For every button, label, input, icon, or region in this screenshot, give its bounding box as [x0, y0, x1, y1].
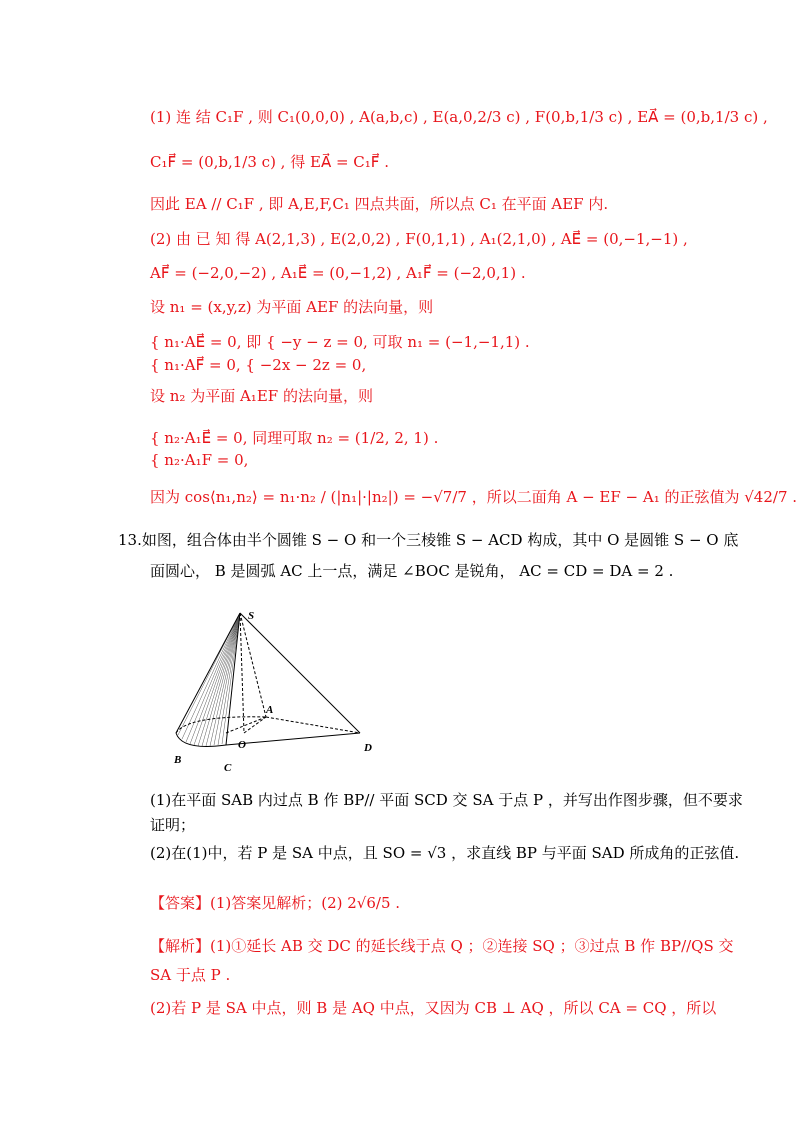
- cone-pyramid-figure: [168, 605, 388, 775]
- solution-line-1: (1) 连 结 C₁F , 则 C₁(0,0,0) , A(a,b,c) , E(a,0,2/3 c) , F(0,b,1/3 c) , EA⃗ = (0,b,1/3 c) ,: [150, 108, 768, 126]
- solution-line-10: { n₂·A₁E⃗ = 0, 同理可取 n₂ = (1/2, 2, 1) .: [150, 429, 439, 447]
- problem-13-part-2: (2)在(1)中，若 P 是 SA 中点，且 SO = √3 ，求直线 BP 与平面 SAD 所成角的正弦值.: [150, 844, 740, 862]
- problem-13-line-1: 13.如图，组合体由半个圆锥 S − O 和一个三棱锥 S − ACD 构成，其中 O 是圆锥 S − O 底: [118, 531, 739, 549]
- solution-line-6: 设 n₁ = (x,y,z) 为平面 AEF 的法向量，则: [150, 298, 434, 316]
- solution-line-9: 设 n₂ 为平面 A₁EF 的法向量，则: [150, 387, 373, 405]
- solution-line-11: { n₂·A₁F = 0,: [150, 451, 249, 469]
- label-D: D: [364, 742, 372, 754]
- label-C: C: [224, 762, 232, 774]
- analysis-line-3: (2)若 P 是 SA 中点，则 B 是 AQ 中点，又因为 CB ⊥ AQ ，所以 CA = CQ ，所以: [150, 999, 717, 1017]
- problem-13-part-1-cont: 证明；: [150, 816, 196, 834]
- problem-13-line-2: 面圆心， B 是圆弧 AC 上一点，满足 ∠BOC 是锐角， AC = CD = DA = 2 .: [150, 562, 674, 580]
- label-A: A: [266, 704, 274, 716]
- label-B: B: [174, 754, 182, 766]
- solution-line-3: 因此 EA // C₁F , 即 A,E,F,C₁ 四点共面，所以点 C₁ 在平面 AEF 内.: [150, 195, 609, 213]
- problem-13-part-1: (1)在平面 SAB 内过点 B 作 BP// 平面 SCD 交 SA 于点 P ，并写出作图步骤，但不要求: [150, 791, 743, 809]
- analysis-line-1: 【解析】(1)①延长 AB 交 DC 的延长线于点 Q ；②连接 SQ ；③过点 B 作 BP//QS 交: [150, 937, 734, 955]
- label-O: O: [238, 739, 246, 751]
- solution-line-2: C₁F⃗ = (0,b,1/3 c) , 得 EA⃗ = C₁F⃗ .: [150, 153, 389, 171]
- answer-line: 【答案】(1)答案见解析；(2) 2√6/5 .: [150, 894, 401, 912]
- solution-line-8: { n₁·AF⃗ = 0, { −2x − 2z = 0,: [150, 356, 367, 374]
- solution-line-12: 因为 cos⟨n₁,n₂⟩ = n₁·n₂ / (|n₁|·|n₂|) = −√7/7 ，所以二面角 A − EF − A₁ 的正弦值为 √42/7 .: [150, 488, 798, 506]
- analysis-line-2: SA 于点 P .: [150, 966, 231, 984]
- solution-line-7: { n₁·AE⃗ = 0, 即 { −y − z = 0, 可取 n₁ = (−1,−1,1) .: [150, 333, 530, 351]
- solution-line-4: (2) 由 已 知 得 A(2,1,3) , E(2,0,2) , F(0,1,1) , A₁(2,1,0) , AE⃗ = (0,−1,−1) ,: [150, 230, 688, 248]
- label-S: S: [248, 610, 255, 622]
- solution-line-5: AF⃗ = (−2,0,−2) , A₁E⃗ = (0,−1,2) , A₁F⃗ = (−2,0,1) .: [150, 264, 526, 282]
